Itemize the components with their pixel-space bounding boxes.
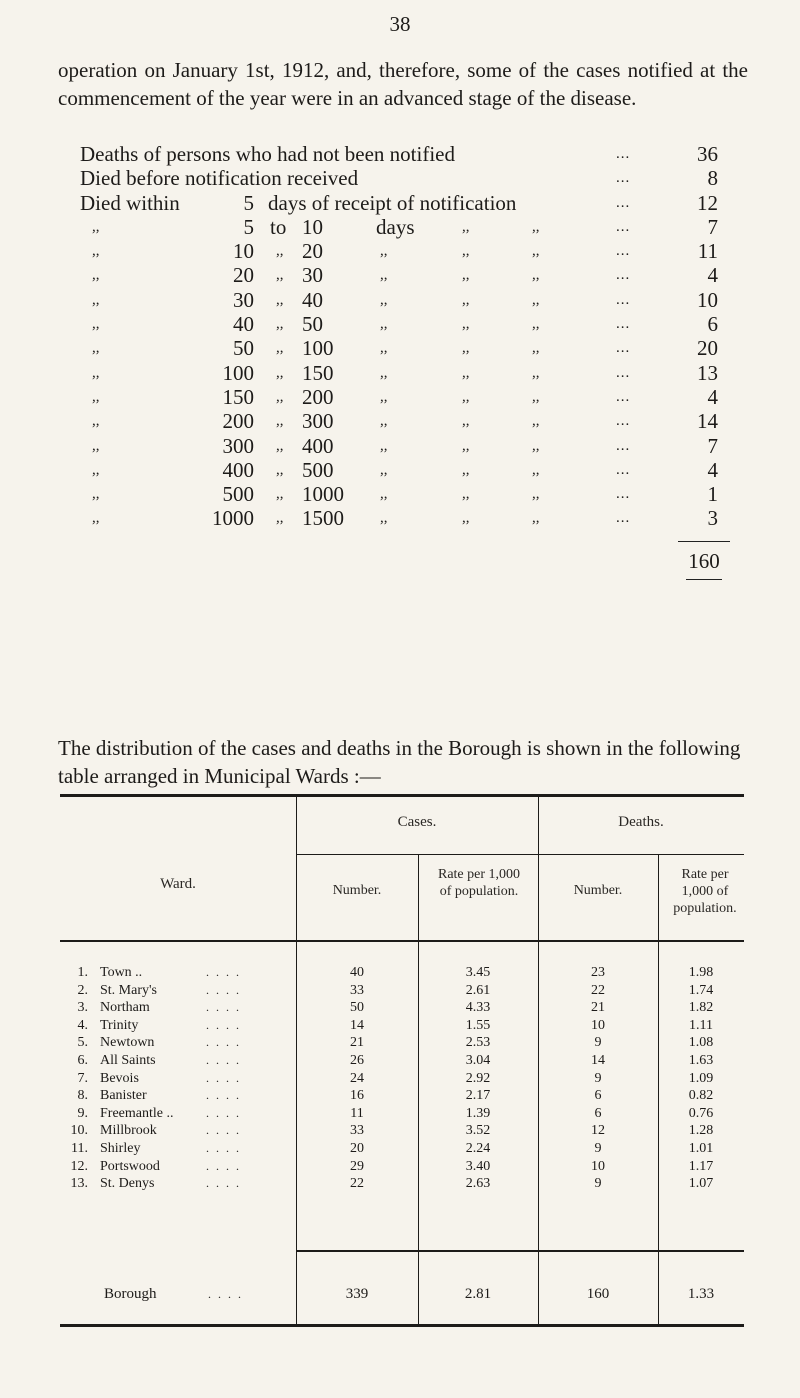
total-deaths-rate: 1.33: [687, 1286, 715, 1302]
ditto-mark: ,,: [380, 486, 388, 503]
leader-dots: ...: [616, 510, 631, 527]
ward-name: Trinity: [100, 1017, 139, 1033]
leader-dots: . . . .: [206, 1176, 241, 1191]
cases-rate: 2.61: [465, 982, 491, 998]
ward-name: Newtown: [100, 1035, 155, 1051]
ditto-mark: ,,: [532, 510, 540, 527]
interval-from: 200: [222, 409, 254, 434]
ditto-mark: ,,: [276, 316, 284, 333]
leader-dots: ...: [616, 218, 631, 235]
deaths-rate: 1.98: [688, 965, 714, 980]
cases-number: 16: [350, 1088, 364, 1104]
ditto-mark: ,,: [462, 316, 470, 333]
died-within-row: [80, 458, 718, 482]
leader-dots: ...: [616, 413, 631, 430]
cases-header: Cases.: [397, 814, 437, 830]
leader-dots: ...: [616, 316, 631, 333]
ditto-mark: ,,: [276, 243, 284, 260]
ward-header: Ward.: [160, 876, 196, 892]
cases-number: 21: [350, 1035, 364, 1051]
table-row: [60, 1087, 744, 1104]
cases-number: 20: [350, 1141, 364, 1156]
deaths-rate: 1.11: [689, 1017, 713, 1033]
ward-number: 5.: [77, 1035, 88, 1051]
ditto-mark: ,,: [462, 510, 470, 527]
interval-from: 5: [243, 214, 254, 239]
ditto-mark: ,,: [92, 340, 100, 357]
died-before-notification-value: 8: [707, 166, 718, 191]
interval-from: 100: [222, 360, 254, 385]
cases-number: 22: [350, 1176, 364, 1192]
ditto-mark: ,,: [92, 364, 100, 381]
to-word: to: [270, 214, 287, 239]
table-row: [60, 964, 744, 981]
ditto-mark: ,,: [380, 243, 388, 260]
deaths-not-notified-label: Deaths of persons who had not been notified: [80, 142, 455, 166]
header-bottom-rule: [60, 940, 744, 942]
ward-name: Banister: [100, 1088, 147, 1104]
table-row: [60, 999, 744, 1016]
cases-rate: 3.52: [465, 1123, 491, 1139]
ditto-mark: ,,: [92, 316, 100, 333]
ward-number: 7.: [77, 1070, 88, 1086]
ward-name: Northam: [100, 1000, 150, 1016]
ward-number: 8.: [77, 1088, 88, 1104]
ditto-mark: ,,: [92, 291, 100, 308]
deaths-number: 22: [591, 982, 605, 998]
interval-from: 150: [222, 384, 254, 409]
died-within-row: [80, 191, 718, 215]
ditto-mark: ,,: [532, 218, 540, 235]
deaths-rate: 1.63: [688, 1053, 714, 1068]
leader-dots: ...: [616, 170, 631, 187]
leader-dots: ...: [616, 243, 631, 260]
cases-rate: 1.55: [465, 1017, 491, 1033]
ditto-mark: ,,: [462, 437, 470, 454]
cases-rate: 4.33: [465, 1000, 491, 1016]
table-row: [60, 1052, 744, 1069]
deaths-number: 6: [594, 1088, 602, 1104]
cases-number: 29: [350, 1158, 364, 1174]
cases-number: 11: [350, 1105, 364, 1121]
deaths-number: 9: [594, 1141, 602, 1156]
deaths-number: 9: [594, 1176, 602, 1192]
deaths-rate: 1.74: [688, 982, 714, 998]
ditto-mark: ,,: [276, 461, 284, 478]
interval-to: 50: [302, 312, 323, 337]
cases-number: 33: [350, 982, 364, 998]
ditto-mark: ,,: [276, 413, 284, 430]
deaths-not-notified-row: [80, 142, 718, 166]
died-within-row: [80, 482, 718, 506]
interval-value: 6: [707, 312, 718, 337]
died-before-notification-label: Died before notification received: [80, 166, 359, 191]
interval-from: 1000: [212, 506, 254, 531]
leader-dots: . . . .: [206, 1105, 241, 1120]
ward-number: 11.: [71, 1141, 88, 1156]
cases-rate: 2.63: [465, 1176, 491, 1192]
ward-number: 6.: [77, 1053, 88, 1068]
ditto-mark: ,,: [462, 340, 470, 357]
died-within-row: [80, 434, 718, 458]
ditto-mark: ,,: [462, 243, 470, 260]
leader-dots: ...: [616, 437, 631, 454]
ditto-mark: ,,: [276, 510, 284, 527]
ditto-mark: ,,: [532, 413, 540, 430]
deaths-rate: 0.76: [688, 1105, 714, 1121]
ward-table: [60, 794, 744, 1328]
interval-value: 7: [707, 433, 718, 458]
interval-value: 4: [707, 384, 718, 409]
leader-dots: ...: [616, 486, 631, 503]
cases-number: 40: [350, 965, 364, 980]
cases-rate: 2.24: [465, 1141, 491, 1156]
deaths-rate: 1.01: [688, 1141, 714, 1156]
sub-header-rule: [296, 854, 744, 855]
total-cases-rate: 2.81: [464, 1286, 492, 1302]
died-within-row: [80, 336, 718, 360]
borough-total-row: [60, 1286, 744, 1303]
deaths-number-header: Number.: [573, 883, 623, 898]
deaths-not-notified-value: 36: [697, 142, 718, 166]
table-row: [60, 1105, 744, 1122]
deaths-number: 12: [591, 1123, 605, 1139]
died-within-row: [80, 385, 718, 409]
deaths-summary-list: [80, 142, 718, 587]
interval-value: 11: [697, 239, 718, 264]
ward-name: Portswood: [100, 1158, 160, 1174]
ward-number: 3.: [77, 1000, 88, 1016]
table-row: [60, 982, 744, 999]
ditto-mark: ,,: [462, 486, 470, 503]
ward-name: Freemantle ..: [100, 1105, 174, 1121]
leader-dots: . . . .: [206, 982, 241, 997]
ditto-mark: ,,: [92, 267, 100, 284]
ditto-mark: ,,: [532, 486, 540, 503]
leader-dots: ...: [616, 146, 631, 162]
interval-value: 13: [697, 360, 718, 385]
deaths-number: 10: [591, 1017, 605, 1033]
deaths-rate: 0.82: [688, 1088, 714, 1104]
ditto-mark: ,,: [532, 316, 540, 333]
interval-to: 20: [302, 239, 323, 264]
ditto-mark: ,,: [276, 267, 284, 284]
table-row: [60, 1017, 744, 1034]
cases-number: 33: [350, 1123, 364, 1139]
ward-number: 9.: [77, 1105, 88, 1121]
leader-dots: ...: [616, 267, 631, 284]
ditto-mark: ,,: [532, 340, 540, 357]
total-rule-bottom: [686, 579, 722, 580]
interval-to: 10: [302, 214, 323, 239]
interval-value: 3: [707, 506, 718, 531]
ward-name: Bevois: [100, 1070, 139, 1086]
deaths-number: 9: [594, 1070, 602, 1086]
interval-to: 30: [302, 263, 323, 288]
deaths-number: 6: [594, 1105, 602, 1121]
leader-dots: . . . .: [206, 1053, 241, 1067]
leader-dots: ...: [616, 388, 631, 405]
deaths-rate-header: Rate per 1,000 of population.: [673, 867, 737, 916]
cases-rate: 3.40: [465, 1158, 491, 1174]
interval-value: 12: [697, 190, 718, 215]
deaths-rate: 1.09: [688, 1070, 714, 1086]
ditto-mark: ,,: [380, 291, 388, 308]
cases-rate: 1.39: [465, 1105, 491, 1121]
ward-name: St. Mary's: [100, 982, 157, 998]
interval-from: 400: [222, 457, 254, 482]
ditto-mark: ,,: [276, 291, 284, 308]
deaths-total: 160: [688, 548, 720, 573]
days-of-receipt-label: days of receipt of notification: [268, 190, 517, 215]
ditto-mark: ,,: [532, 291, 540, 308]
table-row: [60, 1140, 744, 1157]
died-before-notification-row: [80, 166, 718, 190]
leader-dots: . . . .: [206, 1088, 241, 1103]
ward-number: 2.: [77, 982, 88, 998]
leader-dots: . . . .: [206, 1158, 241, 1173]
ditto-mark: ,,: [462, 364, 470, 381]
cases-rate-header: Rate per 1,000 of population.: [437, 867, 521, 899]
ditto-mark: ,,: [532, 267, 540, 284]
ward-number: 4.: [77, 1017, 88, 1033]
interval-to: 200: [302, 384, 334, 409]
ditto-mark: ,,: [92, 218, 100, 235]
ditto-mark: ,,: [276, 486, 284, 503]
ward-number: 13.: [70, 1176, 88, 1192]
ditto-mark: ,,: [276, 340, 284, 357]
leader-dots: . . . .: [206, 1070, 241, 1085]
died-within-label: Died within: [80, 190, 180, 215]
leader-dots: . . . .: [206, 1000, 241, 1015]
deaths-number: 10: [591, 1158, 605, 1174]
cases-rate: 2.92: [465, 1070, 491, 1086]
ditto-mark: ,,: [380, 510, 388, 527]
leader-dots: . . . .: [206, 1035, 241, 1050]
total-deaths: 160: [586, 1286, 610, 1302]
deaths-number: 14: [591, 1053, 605, 1068]
ward-name: Millbrook: [100, 1123, 157, 1139]
ditto-mark: ,,: [532, 461, 540, 478]
ditto-mark: ,,: [276, 364, 284, 381]
deaths-rate: 1.28: [688, 1123, 714, 1139]
interval-to: 1000: [302, 482, 344, 507]
leader-dots: . . . .: [206, 1123, 241, 1138]
interval-to: 1500: [302, 506, 344, 531]
died-within-row: [80, 312, 718, 336]
ditto-mark: ,,: [380, 437, 388, 454]
ditto-mark: ,,: [462, 291, 470, 308]
died-within-row: [80, 263, 718, 287]
interval-from: 300: [222, 433, 254, 458]
total-rule-top: [678, 541, 730, 542]
died-within-row: [80, 215, 718, 239]
ward-number: 1.: [77, 965, 88, 980]
cases-rate: 3.45: [465, 965, 491, 980]
died-within-row: [80, 239, 718, 263]
cases-number: 24: [350, 1070, 364, 1086]
ditto-mark: ,,: [380, 364, 388, 381]
interval-to: 150: [302, 360, 334, 385]
deaths-rate: 1.82: [688, 1000, 714, 1016]
ditto-mark: ,,: [92, 461, 100, 478]
interval-value: 14: [697, 409, 718, 434]
ditto-mark: ,,: [462, 388, 470, 405]
ditto-mark: ,,: [92, 486, 100, 503]
table-row: [60, 1070, 744, 1087]
leader-dots: ...: [616, 194, 631, 211]
table-row: [60, 1122, 744, 1139]
cases-number: 26: [350, 1053, 364, 1068]
interval-from: 500: [222, 482, 254, 507]
leader-dots: . . . .: [208, 1287, 243, 1301]
table-row: [60, 1158, 744, 1175]
table-row: [60, 1034, 744, 1051]
interval-from: 20: [233, 263, 254, 288]
table-intro-paragraph: The distribution of the cases and deaths in the Borough is shown in the following table arranged in Municipal Wards :—: [58, 736, 741, 788]
deaths-rate: 1.07: [688, 1176, 714, 1192]
cases-rate: 2.53: [465, 1035, 491, 1051]
table-row: [60, 1175, 744, 1192]
interval-value: 4: [707, 457, 718, 482]
ditto-mark: ,,: [532, 243, 540, 260]
ditto-mark: ,,: [92, 510, 100, 527]
intro-paragraph: operation on January 1st, 1912, and, therefore, some of the cases notified at the commencement of the year were in an advanced stage of the disease.: [58, 58, 748, 110]
ward-name: Shirley: [100, 1141, 141, 1156]
ditto-mark: ,,: [532, 364, 540, 381]
ward-name: All Saints: [100, 1053, 156, 1068]
leader-dots: ...: [616, 340, 631, 357]
page-number: 38: [389, 12, 411, 36]
cases-rate: 2.17: [465, 1088, 491, 1104]
interval-from: 50: [233, 336, 254, 361]
ditto-mark: ,,: [462, 218, 470, 235]
ditto-mark: ,,: [380, 388, 388, 405]
total-top-rule: [296, 1250, 744, 1252]
leader-dots: ...: [616, 364, 631, 381]
deaths-rate: 1.08: [688, 1035, 714, 1051]
ward-name: Town ..: [100, 965, 143, 980]
ditto-mark: ,,: [380, 316, 388, 333]
cases-number-header: Number.: [332, 883, 382, 898]
ditto-mark: ,,: [462, 461, 470, 478]
deaths-number: 21: [591, 1000, 605, 1016]
interval-value: 7: [707, 214, 718, 239]
ditto-mark: ,,: [380, 267, 388, 284]
deaths-number: 9: [594, 1035, 602, 1051]
ditto-mark: ,,: [380, 461, 388, 478]
died-within-row: [80, 409, 718, 433]
ditto-mark: ,,: [462, 267, 470, 284]
ditto-mark: ,,: [276, 437, 284, 454]
ditto-mark: ,,: [92, 388, 100, 405]
ditto-mark: ,,: [92, 413, 100, 430]
interval-to: 500: [302, 457, 334, 482]
cases-number: 50: [350, 1000, 364, 1016]
interval-value: 20: [697, 336, 718, 361]
total-label: Borough: [104, 1286, 157, 1302]
interval-value: 10: [697, 287, 718, 312]
died-within-row: [80, 288, 718, 312]
leader-dots: ...: [616, 291, 631, 308]
leader-dots: ...: [616, 461, 631, 478]
interval-from: 40: [233, 312, 254, 337]
interval-value: 4: [707, 263, 718, 288]
leader-dots: . . . .: [206, 1141, 241, 1155]
cases-number: 14: [350, 1017, 364, 1033]
table-top-rule: [60, 794, 744, 797]
interval-value: 1: [707, 482, 718, 507]
interval-from: 30: [233, 287, 254, 312]
leader-dots: . . . .: [206, 1017, 241, 1032]
interval-to: 40: [302, 287, 323, 312]
died-within-row: [80, 361, 718, 385]
ditto-mark: ,,: [380, 413, 388, 430]
interval-to: 300: [302, 409, 334, 434]
ditto-mark: ,,: [276, 388, 284, 405]
interval-from: 10: [233, 239, 254, 264]
interval-to: 400: [302, 433, 334, 458]
table-bottom-rule: [60, 1324, 744, 1327]
ward-name: St. Denys: [100, 1176, 155, 1192]
total-cases: 339: [345, 1286, 369, 1302]
deaths-header: Deaths.: [618, 814, 664, 830]
interval-from: 5: [243, 190, 254, 215]
ward-number: 12.: [70, 1158, 88, 1174]
ditto-mark: ,,: [380, 340, 388, 357]
deaths-number: 23: [591, 965, 605, 980]
ditto-mark: ,,: [532, 388, 540, 405]
died-within-row: [80, 506, 718, 530]
interval-to: 100: [302, 336, 334, 361]
deaths-rate: 1.17: [688, 1158, 714, 1174]
ditto-mark: ,,: [462, 413, 470, 430]
leader-dots: . . . .: [206, 965, 241, 979]
cases-rate: 3.04: [465, 1053, 491, 1068]
ditto-mark: ,,: [92, 437, 100, 454]
ward-number: 10.: [70, 1123, 88, 1139]
ditto-mark: ,,: [92, 243, 100, 260]
days-word: days: [376, 214, 415, 239]
ditto-mark: ,,: [532, 437, 540, 454]
